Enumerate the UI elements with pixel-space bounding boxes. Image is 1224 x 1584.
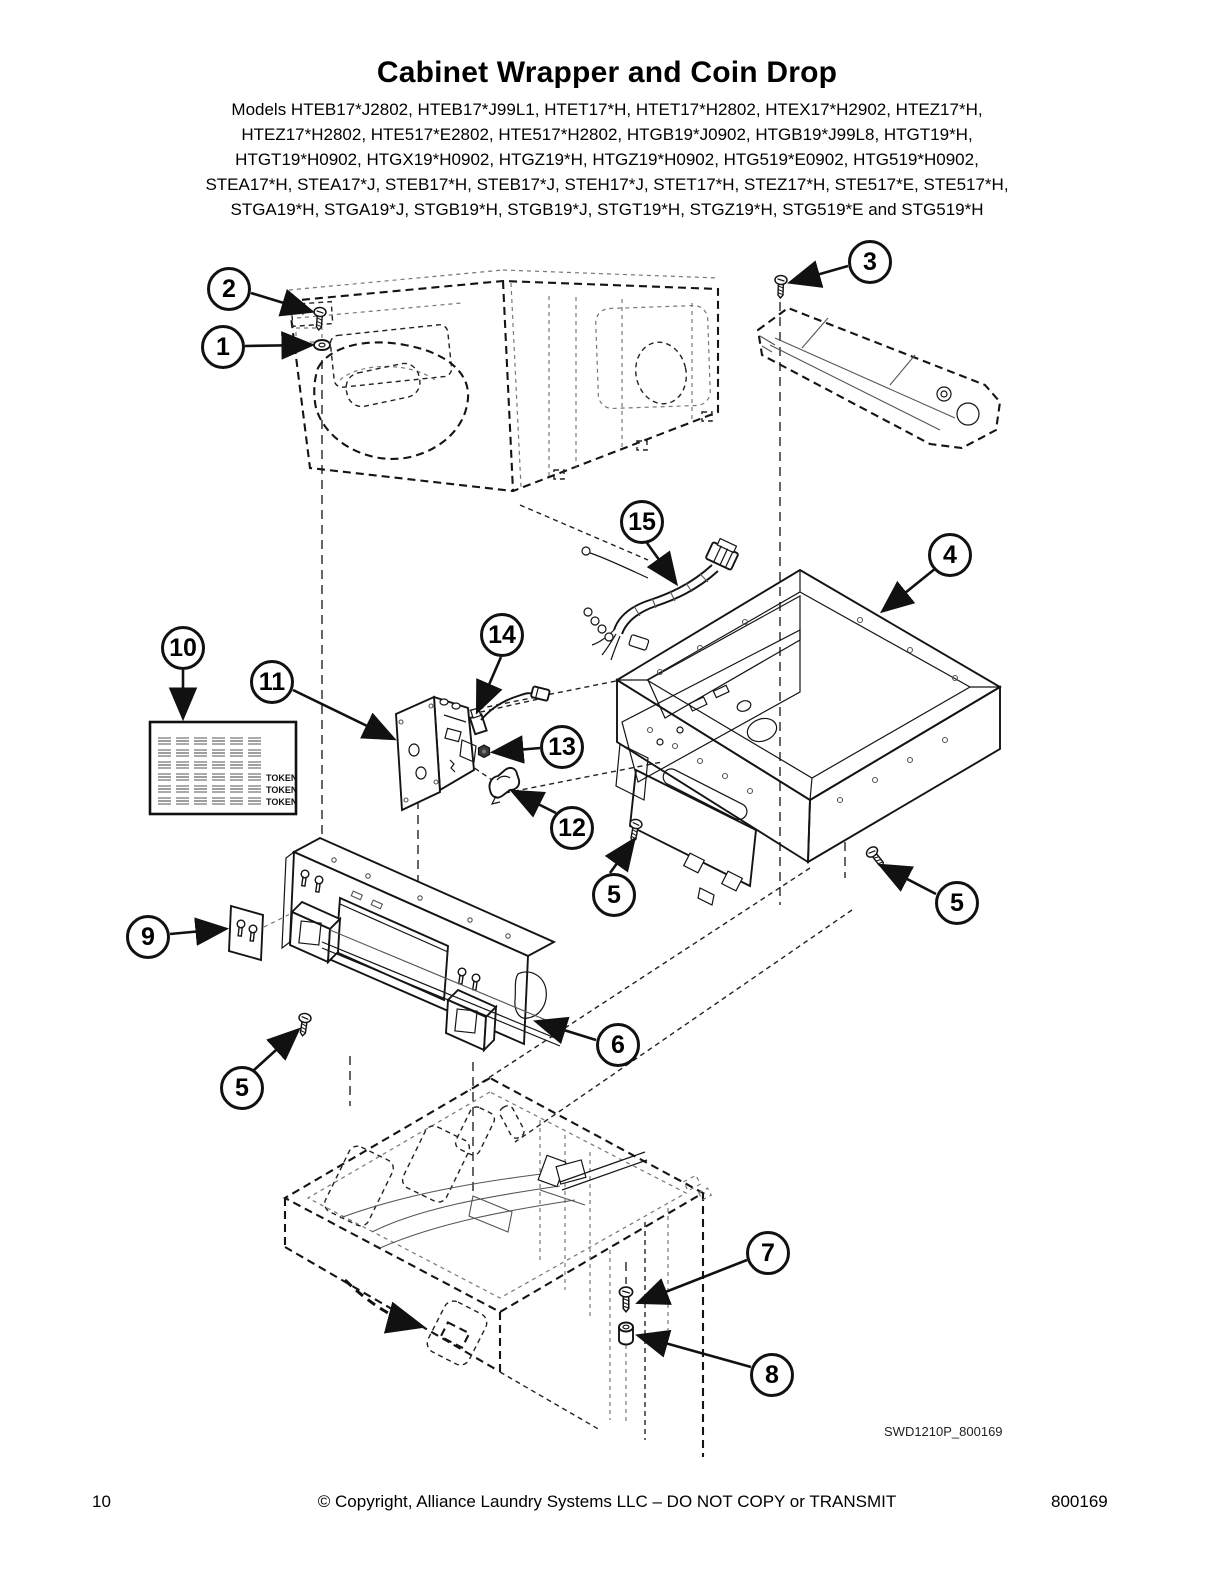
part-number: 800169 <box>1051 1492 1108 1511</box>
screw-2 <box>313 307 327 330</box>
callout-14: 14 <box>480 613 524 657</box>
callout-4: 4 <box>928 533 972 577</box>
coin-switch-wire <box>468 686 550 734</box>
callout-2: 2 <box>207 267 251 311</box>
screw-5-bottom <box>297 1013 312 1037</box>
callout-5c: 5 <box>220 1066 264 1110</box>
drawing-code: SWD1210P_800169 <box>884 1424 1003 1439</box>
coin-drop <box>396 697 476 810</box>
control-hood <box>616 570 1000 905</box>
token-label: TOKEN <box>266 797 298 807</box>
callout-13: 13 <box>540 725 584 769</box>
page-title: Cabinet Wrapper and Coin Drop <box>376 56 838 89</box>
callout-3: 3 <box>848 240 892 284</box>
callout-1: 1 <box>201 325 245 369</box>
page-number: 10 <box>92 1492 111 1511</box>
model-list-line: HTGT19*H0902, HTGX19*H0902, HTGZ19*H, HTGZ19*H0902, HTG519*E0902, HTG519*H0902, <box>235 150 979 169</box>
washer-1 <box>314 340 330 350</box>
callout-6: 6 <box>596 1023 640 1067</box>
trim-bracket <box>758 308 1000 448</box>
copyright-notice: © Copyright, Alliance Laundry Systems LLC – DO NOT COPY or TRANSMIT <box>317 1492 897 1511</box>
spacer-8 <box>619 1323 633 1345</box>
callout-5b: 5 <box>935 881 979 925</box>
callout-9: 9 <box>126 915 170 959</box>
callout-12: 12 <box>550 806 594 850</box>
token-label: TOKEN <box>266 773 298 783</box>
coin-slot-plate <box>229 906 263 960</box>
screw-7 <box>619 1287 632 1312</box>
cabinet-bottom-view <box>285 1078 711 1457</box>
cabinet-wrapper-top-view <box>289 270 718 491</box>
model-list-line: STGA19*H, STGA19*J, STGB19*H, STGB19*J, STGT19*H, STGZ19*H, STG519*E and STG519*H <box>230 200 984 219</box>
model-list-line: STEA17*H, STEA17*J, STEB17*H, STEB17*J, STEH17*J, STET17*H, STEZ17*H, STE517*E, STE517*H, <box>205 175 1009 194</box>
model-list-line: Models HTEB17*J2802, HTEB17*J99L1, HTET17*H, HTET17*H2802, HTEX17*H2902, HTEZ17*H, <box>231 100 983 119</box>
callout-10: 10 <box>161 626 205 670</box>
meter-case <box>282 838 565 1050</box>
token-decal <box>150 722 297 814</box>
clip-12 <box>489 768 519 804</box>
callout-11: 11 <box>250 660 294 704</box>
callout-7: 7 <box>746 1231 790 1275</box>
screw-3 <box>774 275 787 298</box>
nut-13 <box>479 745 490 758</box>
callout-15: 15 <box>620 500 664 544</box>
callout-8: 8 <box>750 1353 794 1397</box>
token-label: TOKEN <box>266 785 298 795</box>
callout-5a: 5 <box>592 873 636 917</box>
model-list-line: HTEZ17*H2802, HTE517*E2802, HTE517*H2802, HTGB19*J0902, HTGB19*J99L8, HTGT19*H, <box>241 125 973 144</box>
